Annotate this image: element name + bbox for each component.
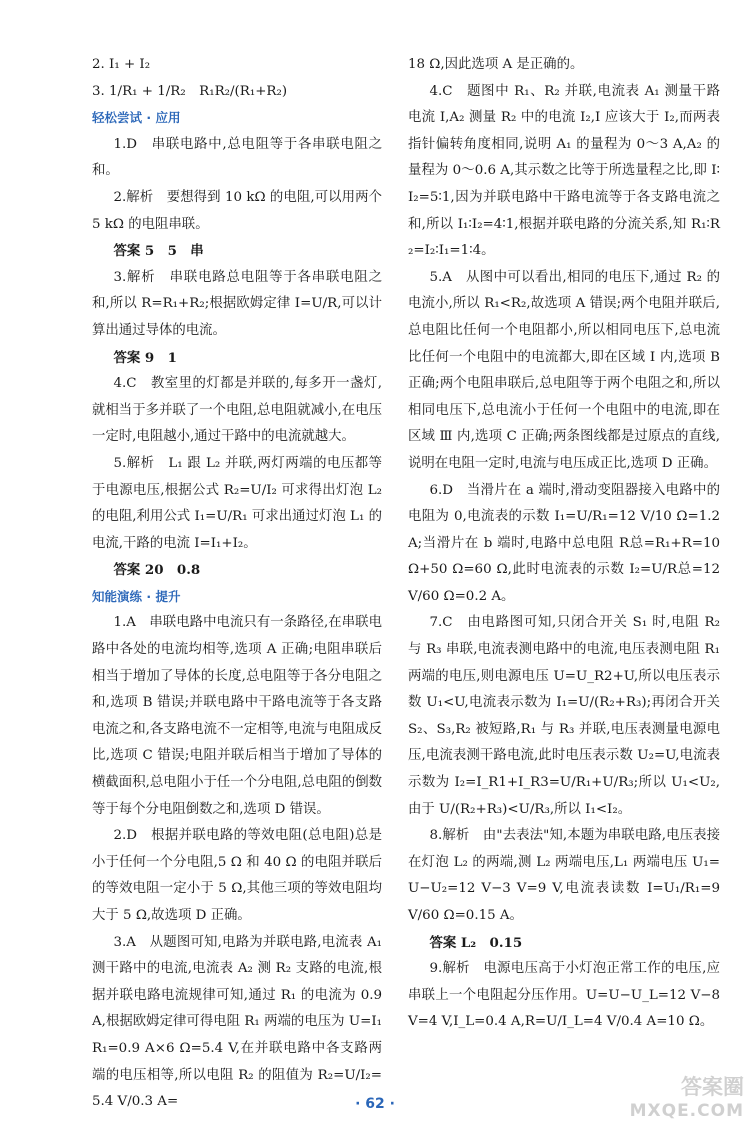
answer-line: 答案 20 0.8: [113, 562, 201, 579]
answer-paragraph: 7.C 由电路图可知,只闭合开关 S₁ 时,电阻 R₂ 与 R₃ 串联,电流表测电路中的电流,电压表测电阻 R₁ 两端的电压,则电源电压 U=U_R2+U,所以电压表示数 U₁<U,电流表示数为 I₁=U/(R₂+R₃);再闭合开关 S₂、S₃,R₂ 被短路,R₁ 与 R₃ 并联,电压表测量电源电压,电流表测干路电流,此时电压表示数 U₂=U,电流表示数为 I₂=I_R1+I_R3=U/R₁+U/R₃;所以 U₁<U₂,由于 U/(R₂+R₃)<U/R₃,所以 I₁<I₂。: [408, 615, 720, 817]
answer-paragraph: 2.D 根据并联电路的等效电阻(总电阻)总是小于任何一个分电阻,5 Ω 和 40 Ω 的电阻并联后的等效电阻一定小于 5 Ω,其他三项的等效电阻均大于 5 Ω,故选项 D 正确。: [92, 828, 382, 923]
left-column: [92, 52, 382, 1116]
answer-paragraph: 1.A 串联电路中电流只有一条路径,在串联电路中各处的电流均相等,选项 A 正确;电阻串联后相当于增加了导体的长度,总电阻等于各分电阻之和,选项 B 错误;并联电路中干路电流等于各支路电流之和,各支路电流不一定相等,电流与电阻成反比,选项 C 错误;电阻并联后相当于增加了导体的横截面积,总电阻小于任一个分电阻,总电阻的倒数等于每个分电阻倒数之和,选项 D 错误。: [92, 615, 382, 817]
answer-line: 答案 L₂ 0.15: [429, 934, 523, 951]
page-number: · 62 ·: [355, 1096, 395, 1112]
answer-paragraph: 4.C 教室里的灯都是并联的,每多开一盏灯,就相当于多并联了一个电阻,总电阻就减小,在电压一定时,电阻越小,通过干路中的电流就越大。: [92, 376, 382, 445]
answer-paragraph: 5.A 从图中可以看出,相同的电压下,通过 R₂ 的电流小,所以 R₁<R₂,故选项 A 错误;两个电阻并联后,总电阻比任何一个电阻都小,所以相同电压下,总电流比任何一个电阻中的电流都大,即在区域 Ⅰ 内,选项 B 正确;两个电阻串联后,总电阻等于两个电阻之和,所以相同电压下,总电流小于任何一个电阻中的电流,即在区域 Ⅲ 内,选项 C 正确;两条图线都是过原点的直线,说明在电阻一定时,电流与电压成正比,选项 D 正确。: [408, 269, 720, 471]
continued-line: 18 Ω,因此选项 A 是正确的。: [408, 57, 584, 72]
answer-paragraph: 8.解析 由"去表法"知,本题为串联电路,电压表接在灯泡 L₂ 的两端,测 L₂ 两端电压,L₁ 两端电压 U₁=U−U₂=12 V−3 V=9 V,电流表读数 I=U₁/R₁=9 V/60 Ω=0.15 A。: [408, 828, 720, 923]
item-3-line: 3. 1/R₁ + 1/R₂ R₁R₂/(R₁+R₂): [92, 83, 288, 99]
answer-paragraph: 6.D 当滑片在 a 端时,滑动变阻器接入电路中的电阻为 0,电流表的示数 I₁=U/R₁=12 V/10 Ω=1.2 A;当滑片在 b 端时,电路中总电阻 R总=R₁+R=10 Ω+50 Ω=60 Ω,此时电流表的示数 I₂=U/R总=12 V/60 Ω=0.2 A。: [408, 482, 720, 604]
section-heading-easy: 轻松尝试 · 应用: [92, 110, 181, 126]
answer-paragraph: 2.解析 要想得到 10 kΩ 的电阻,可以用两个 5 kΩ 的电阻串联。: [92, 189, 382, 232]
item-2-line: 2. I₁ + I₂: [92, 57, 151, 72]
answer-paragraph: 9.解析 电源电压高于小灯泡正常工作的电压,应串联上一个电阻起分压作用。U=U−U_L=12 V−8 V=4 V,I_L=0.4 A,R=U/I_L=4 V/0.4 A=10 Ω。: [408, 961, 720, 1030]
watermark-logo: [630, 1075, 744, 1123]
answer-paragraph: 3.解析 串联电路总电阻等于各串联电阻之和,所以 R=R₁+R₂;根据欧姆定律 I=U/R,可以计算出通过导体的电流。: [92, 269, 382, 338]
right-column: [408, 52, 720, 1036]
section-heading-improve: 知能演练 · 提升: [92, 588, 181, 604]
watermark-text: 答案圈: [681, 1075, 744, 1099]
answer-paragraph: 4.C 题图中 R₁、R₂ 并联,电流表 A₁ 测量干路电流 I,A₂ 测量 R₂ 中的电流 I₂,I 应该大于 I₂,而两表指针偏转角度相同,说明 A₁ 的量程为 0～3 A,A₂ 的量程为 0～0.6 A,其示数之比等于所选量程之比,即 I∶I₂=5∶1,因为并联电路中干路电流等于各支路电流之和,所以 I₁∶I₂=4∶1,根据并联电路的分流关系,知 R₁∶R₂=I₂∶I₁=1∶4。: [408, 83, 720, 259]
answer-paragraph: 3.A 从题图可知,电路为并联电路,电流表 A₁ 测干路中的电流,电流表 A₂ 测 R₂ 支路的电流,根据并联电路电流规律可知,通过 R₁ 的电流为 0.9 A,根据欧姆定律可得电阻 R₁ 两端的电压为 U=I₁R₁=0.9 A×6 Ω=5.4 V,在并联电路中各支路两端的电压相等,所以电阻 R₂ 的阻值为 R₂=U/I₂=5.4 V/0.3 A=: [92, 934, 382, 1110]
answer-paragraph: 5.解析 L₁ 跟 L₂ 并联,两灯两端的电压都等于电源电压,根据公式 R₂=U/I₂ 可求得出灯泡 L₂ 的电阻,利用公式 I₁=U/R₁ 可求出通过灯泡 L₁ 的电流,干路的电流 I=I₁+I₂。: [92, 455, 382, 551]
answer-paragraph: 1.D 串联电路中,总电阻等于各串联电阻之和。: [92, 136, 382, 179]
watermark-url: MXQE.COM: [629, 1101, 744, 1121]
answer-line: 答案 9 1: [113, 349, 177, 366]
answer-line: 答案 5 5 串: [113, 243, 204, 260]
